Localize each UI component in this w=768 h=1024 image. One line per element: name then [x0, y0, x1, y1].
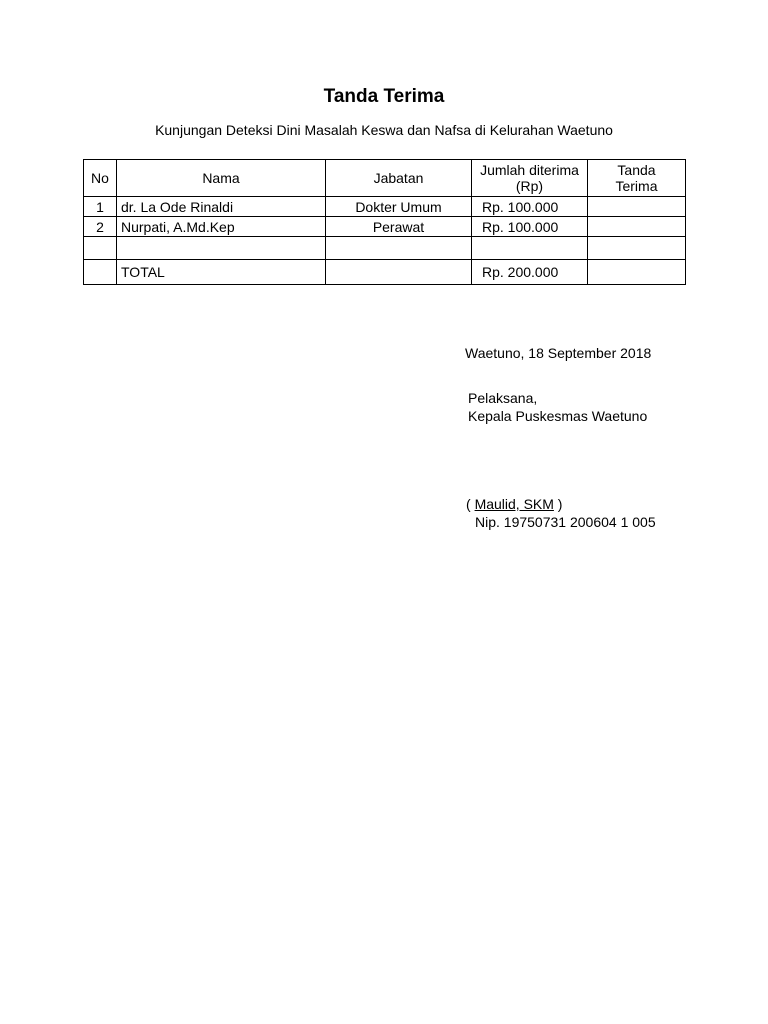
header-tanda-terima — [588, 160, 686, 197]
cell-empty — [326, 260, 472, 285]
total-amount: Rp. 200.000 — [472, 260, 588, 285]
cell-tanda — [588, 197, 686, 217]
cell-nama: dr. La Ode Rinaldi — [117, 197, 326, 217]
header-nama: Nama — [117, 160, 326, 197]
header-tanda-line2: Terima — [615, 178, 658, 194]
header-jumlah-line2: (Rp) — [515, 178, 544, 194]
cell-empty — [117, 237, 326, 260]
cell-no: 1 — [84, 197, 117, 217]
document-title: Tanda Terima — [323, 86, 445, 107]
signatory-paren-open: ( — [466, 496, 475, 512]
signatory-name-block — [466, 496, 562, 512]
header-tanda-line1: Tanda — [617, 162, 656, 178]
cell-empty — [588, 237, 686, 260]
cell-empty — [326, 237, 472, 260]
table-row — [84, 197, 686, 217]
receipt-table — [83, 159, 686, 285]
cell-tanda — [588, 217, 686, 237]
table-row — [84, 217, 686, 237]
signature-role-line2: Kepala Puskesmas Waetuno — [468, 408, 648, 424]
signatory-name: Maulid, SKM — [474, 496, 554, 512]
cell-jumlah: Rp. 100.000 — [472, 197, 588, 217]
cell-empty — [472, 237, 588, 260]
cell-empty — [84, 237, 117, 260]
signatory-paren-close: ) — [553, 496, 563, 512]
header-no: No — [84, 160, 117, 197]
signature-role-line1: Pelaksana, — [468, 390, 538, 406]
cell-jabatan: Dokter Umum — [326, 197, 472, 217]
cell-nama: Nurpati, A.Md.Kep — [117, 217, 326, 237]
signatory-nip: Nip. 19750731 200604 1 005 — [475, 514, 656, 530]
cell-no: 2 — [84, 217, 117, 237]
table-row-empty — [84, 237, 686, 260]
header-jabatan: Jabatan — [326, 160, 472, 197]
cell-jumlah: Rp. 100.000 — [472, 217, 588, 237]
cell-empty — [588, 260, 686, 285]
total-label: TOTAL — [117, 260, 326, 285]
signature-place-date: Waetuno, 18 September 2018 — [465, 345, 652, 361]
table-header-row — [84, 160, 686, 197]
header-jumlah — [472, 160, 588, 197]
header-jumlah-line1: Jumlah diterima — [480, 162, 579, 178]
table-total-row — [84, 260, 686, 285]
cell-empty — [84, 260, 117, 285]
document-subtitle: Kunjungan Deteksi Dini Masalah Keswa dan Nafsa di Kelurahan Waetuno — [155, 122, 613, 138]
cell-jabatan: Perawat — [326, 217, 472, 237]
